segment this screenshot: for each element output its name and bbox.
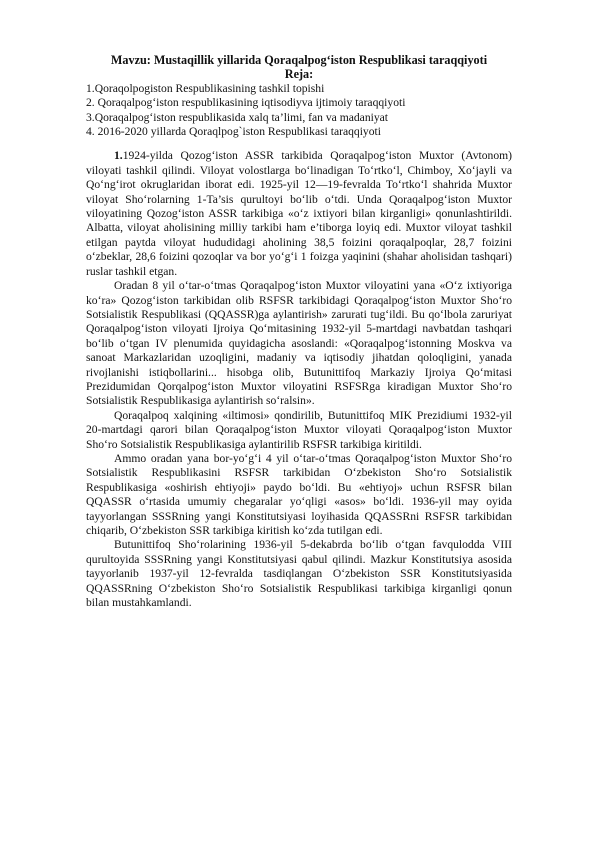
plan-list: [86, 82, 512, 140]
paragraph-text: Oradan 8 yil o‘tar-o‘tmas Qoraqalpog‘iston Muxtor viloyatini yana «O‘z ixtiyoriga ko‘ra» Qozog‘iston tarkibidan olib RSFSR tarkibidagi Qoraqalpog‘iston Muxtor Sho‘ro Sotsialistik Respublikasi (QQASSR)ga aylantirish» zarurati tug‘ildi. Bu qo‘lbola zaruriyat Qoraqalpog‘iston viloyati Ijroiya Qo‘mitasining 1932-yil 5-martdagi navbatdan tashqari bo‘lib o‘tgan IV plenumida quyidagicha asoslandi: «Qoraqalpog‘istonning Moskva va sanoat Markazlaridan uzoqligini, madaniy va iqtisodiy jihatdan qoloqligini, yanada rivojlanishi istiqbollarini... hisobga olib, Butunittifoq Markaziy Ijroiya Qo‘mitasi Prezidumidan Qorqalpog‘iston Muxtor viloyatini RSFSRga kiradigan Muxtor Sho‘ro Sotsialistik Respublikasiga aylantirish so‘ralsin».: [86, 279, 512, 408]
plan-item: 4. 2016-2020 yillarda Qoraqlpog`iston Respublikasi taraqqiyoti: [86, 125, 381, 139]
paragraph-text: Ammo oradan yana bor-yo‘g‘i 4 yil o‘tar-o‘tmas Qoraqalpog‘iston Muxtor Sho‘ro Sotsialistik Respublikasini RSFSR tarkibidan O‘zbekiston Sho‘ro Sotsialistik Respublikasiga «oshirish ehtiyoji» paydo bo‘ldi. Bu «ehtiyoj» uchun RSFSR bilan QQASSR o‘rtasida umumiy chegaralar yo‘qligi «asos» bo‘ldi. 1936-yil may oyida tayyorlangan SSSRning yangi Konstitutsiyasi loyihasida QQASSRni RSFSR tarkibidan chiqarib, O‘zbekiston SSR tarkibiga kiritish ko‘zda tutilgan edi.: [86, 451, 512, 537]
body-paragraph: [86, 452, 512, 538]
document-page: [86, 53, 512, 610]
plan-item: 2. Qoraqalpog‘iston respublikasining iqtisodiyva ijtimoiy taraqqiyoti: [86, 96, 406, 110]
body-paragraph: [86, 279, 512, 409]
body-paragraph: [86, 538, 512, 610]
paragraph-number: 1.: [114, 149, 123, 163]
paragraph-text: Butunittifoq Sho‘rolarining 1936-yil 5-dekabrda bo‘lib o‘tgan favqulodda VIII qurultoyida SSSRning yangi Konstitutsiyasi qabul qilindi. Mazkur Konstitutsiya asosida tayyorlanib 1937-yil 12-fevralda tasdiqlangan O‘zbekiston SSR Konstitutsiyasida QQASSRning O‘zbekiston Sho‘ro Sotsialistik Respublikasi tarkibiga kirganligi qonun bilan mustahkamlandi.: [86, 538, 512, 610]
plan-heading: Reja:: [284, 67, 314, 82]
body-paragraph: [86, 149, 512, 279]
body-paragraph: [86, 409, 512, 452]
document-title: Mavzu: Mustaqillik yillarida Qoraqalpog‘iston Respublikasi taraqqiyoti: [110, 53, 488, 67]
plan-item: 1.Qoraqolpogiston Respublikasining tashkil topishi: [86, 81, 325, 95]
plan-item: 3.Qoraqalpog‘iston respublikasida xalq ta’limi, fan va madaniyat: [86, 110, 388, 124]
paragraph-text: Qoraqalpoq xalqining «iltimosi» qondirilib, Butunittifoq MIK Prezidiumi 1932-yil 20-martdagi qarori bilan Qoraqalpog‘iston Muxtor viloyati Qoraqalpog‘iston Muxtor Sho‘ro Sotsialistik Respublikasiga aylantirilib RSFSR tarkibiga kiritildi.: [86, 408, 512, 451]
paragraph-text: 1924-yilda Qozog‘iston ASSR tarkibida Qoraqalpog‘iston Muxtor (Avtonom) viloyati tashkil qilindi. Viloyat volostlarga bo‘linadigan To‘rtko‘l, Chimboy, Xo‘jayli va Qo‘ng‘irot okruglaridan iborat edi. 1925-yil 12—19-fevralda To‘rtko‘l shahrida Muxtor viloyat Sho‘rolarning 1-Ta’sis qurultoyi bo‘lib o‘tdi. Unda Qoraqalpog‘iston Muxtor viloyatining Qozog‘iston ASSR tarkibiga «o‘z ixtiyori bilan kirganligi» qonunlashtirildi. Albatta, viloyat aholisining milliy tarkibi ham e’tiborga loyiq edi. Muxtor viloyat tashkil etilgan paytda viloyat hududidagi aholining 38,5 foizini qoraqalpoqlar, 28,7 foizini o‘zbeklar, 28,6 foizini qozoqlar va bor yo‘g‘i 1 foizga yaqinini (shahar aholisidan tashqari) ruslar tashkil etgan.: [86, 149, 512, 278]
